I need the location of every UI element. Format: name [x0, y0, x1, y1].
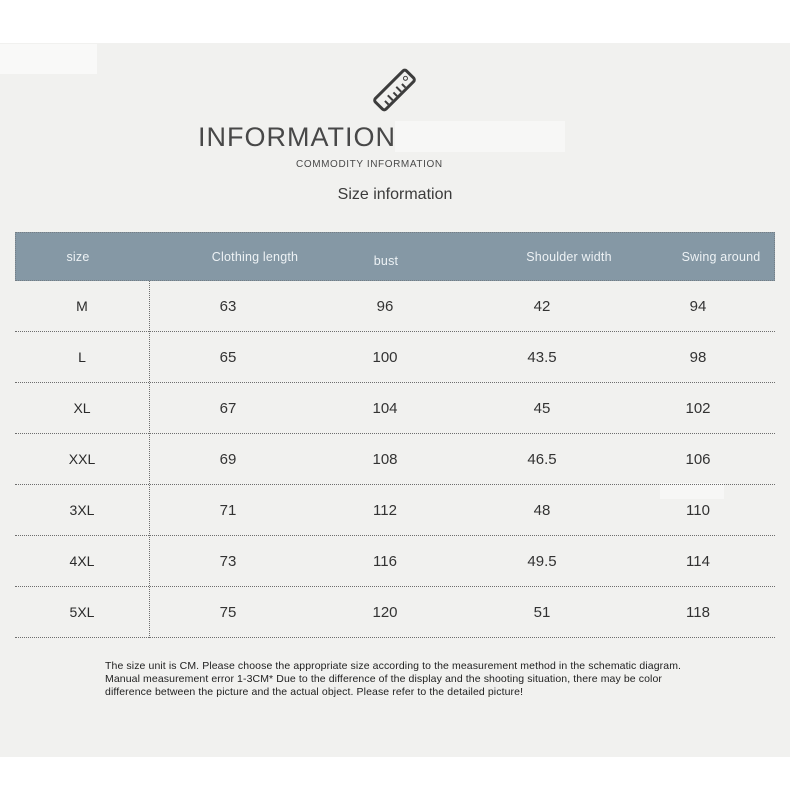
size-cell: 3XL [69, 502, 95, 518]
value-cell: 94 [689, 297, 707, 315]
ruler-tick [387, 95, 393, 101]
value-cell: 65 [219, 348, 237, 366]
value-cell: 71 [219, 501, 237, 519]
bottom-margin [0, 757, 790, 790]
value-cell: 110 [686, 501, 710, 519]
value-cell: 106 [685, 450, 711, 468]
column-header-shoulder-width: Shoulder width [526, 249, 612, 264]
size-table-body [15, 281, 775, 638]
size-note-line: difference between the picture and the actual object. Please refer to the detailed picture! [105, 686, 524, 698]
value-cell: 67 [219, 399, 237, 417]
value-cell: 96 [376, 297, 394, 315]
size-cell: XL [73, 400, 91, 416]
value-cell: 43.5 [527, 348, 557, 366]
ruler-tick [396, 86, 402, 92]
value-cell: 46.5 [527, 450, 557, 468]
size-column-divider [149, 281, 150, 638]
value-cell: 42 [533, 297, 551, 315]
ruler-tick [384, 100, 389, 105]
value-cell: 48 [533, 501, 551, 519]
value-cell: 100 [372, 348, 398, 366]
value-cell: 63 [219, 297, 237, 315]
page-subtitle: COMMODITY INFORMATION [296, 159, 443, 170]
table-row [15, 485, 775, 536]
size-note [105, 660, 681, 699]
size-cell: L [78, 349, 86, 365]
table-row [15, 332, 775, 383]
column-header-swing-around: Swing around [681, 249, 761, 264]
value-cell: 69 [219, 450, 237, 468]
ruler-icon-body [372, 67, 418, 113]
ruler-hole [402, 75, 409, 82]
value-cell: 49.5 [527, 552, 557, 570]
ruler-tick [393, 92, 398, 97]
size-cell: 5XL [69, 604, 95, 620]
size-table [15, 232, 775, 638]
value-cell: 45 [533, 399, 551, 417]
section-title: Size information [337, 186, 453, 203]
value-cell: 118 [686, 603, 710, 621]
table-row [15, 281, 775, 332]
size-table-header-row [15, 232, 775, 281]
value-cell: 114 [686, 552, 710, 570]
column-header-size: size [66, 249, 90, 264]
value-cell: 116 [373, 552, 397, 570]
value-cell: 120 [372, 603, 398, 621]
column-header-bust: bust [373, 253, 399, 268]
table-row [15, 383, 775, 434]
value-cell: 108 [372, 450, 398, 468]
value-cell: 75 [219, 603, 237, 621]
size-cell: 4XL [69, 553, 95, 569]
value-cell: 104 [372, 399, 398, 417]
value-cell: 73 [219, 552, 237, 570]
column-header-clothing-length: Clothing length [211, 249, 299, 264]
size-cell: XXL [68, 451, 96, 467]
value-cell: 98 [689, 348, 707, 366]
size-note-line: The size unit is CM. Please choose the appropriate size according to the measurement method in the schematic diagram. [105, 660, 682, 672]
value-cell: 102 [685, 399, 711, 417]
size-cell: M [76, 298, 88, 314]
ruler-icon [368, 63, 422, 117]
value-cell: 112 [373, 501, 397, 519]
size-note-line: Manual measurement error 1-3CM* Due to the difference of the display and the shooting situation, there may be color [105, 673, 663, 685]
table-row [15, 587, 775, 638]
value-cell: 51 [533, 603, 551, 621]
page-title: INFORMATION [198, 122, 396, 152]
table-row [15, 434, 775, 485]
table-row [15, 536, 775, 587]
ruler-tick [401, 83, 406, 88]
